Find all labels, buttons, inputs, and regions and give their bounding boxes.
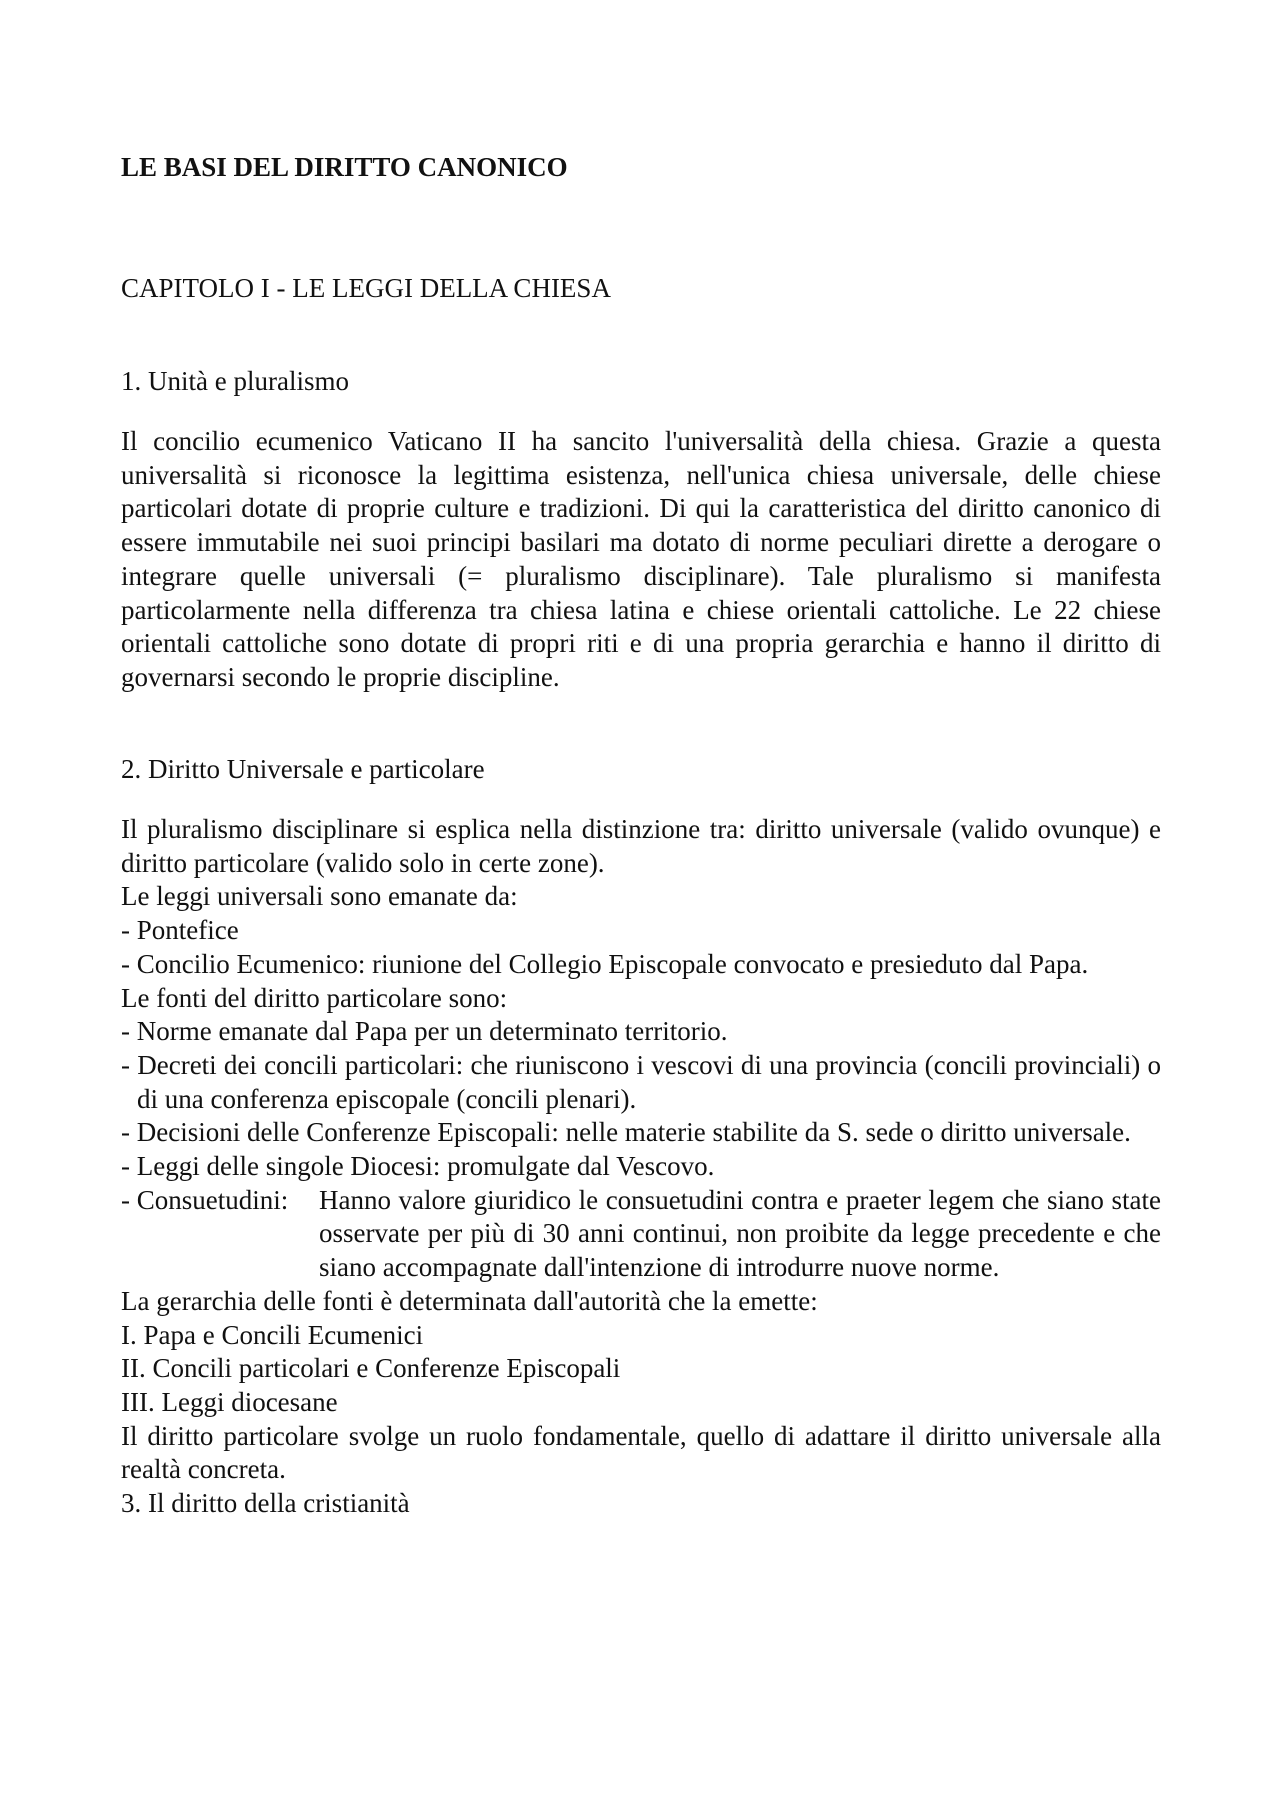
section-3-heading: 3. Il diritto della cristianità (121, 1488, 410, 1519)
list-item-concilio-ecumenico: - Concilio Ecumenico: riunione del Collegio Episcopale convocato e presieduto dal Papa. (121, 948, 1089, 979)
list-item-leggi-diocesi: - Leggi delle singole Diocesi: promulgate dal Vescovo. (121, 1151, 715, 1182)
hierarchy-item-1: I. Papa e Concili Ecumenici (121, 1319, 424, 1350)
list-item-consuetudini (121, 1184, 1161, 1285)
hierarchy-label: La gerarchia delle fonti è determinata dall'autorità che la emette: (121, 1285, 818, 1316)
chapter-title: CAPITOLO I - LE LEGGI DELLA CHIESA (121, 273, 611, 303)
section-2-heading: 2. Diritto Universale e particolare (121, 754, 485, 784)
section-2-closing: Il diritto particolare svolge un ruolo fondamentale, quello di adattare il diritto universale alla realtà concreta. (121, 1420, 1161, 1485)
section-2-body (121, 813, 1161, 1521)
document-title: LE BASI DEL DIRITTO CANONICO (121, 152, 568, 182)
list-item-pontefice: - Pontefice (121, 915, 239, 946)
universal-laws-label: Le leggi universali sono emanate da: (121, 881, 518, 912)
consuetudini-text: Hanno valore giuridico le consuetudini contra e praeter legem che siano state osservate per più di 30 anni continui, non proibite da legge precedente e che siano accompagnate dall'intenzione di introdurre nuove norme. (319, 1184, 1161, 1283)
list-item-conferenze-episcopali: - Decisioni delle Conferenze Episcopali: nelle materie stabilite da S. sede o diritto universale. (121, 1117, 1131, 1148)
list-item-decreti-concili: - Decreti dei concili particolari: che riuniscono i vescovi di una provincia (concili provinciali) o di una conferenza episcopale (concili plenari). (121, 1049, 1161, 1114)
section-2-intro: Il pluralismo disciplinare si esplica nella distinzione tra: diritto universale (valido ovunque) e diritto particolare (valido solo in certe zone). (121, 814, 1161, 878)
section-1-heading: 1. Unità e pluralismo (121, 366, 349, 396)
hierarchy-item-3: III. Leggi diocesane (121, 1386, 338, 1417)
hierarchy-item-2: II. Concili particolari e Conferenze Episcopali (121, 1353, 621, 1384)
consuetudini-label: - Consuetudini: (121, 1184, 289, 1215)
section-1-paragraph: Il concilio ecumenico Vaticano II ha sancito l'universalità della chiesa. Grazie a questa universalità si riconosce la legittima esistenza, nell'unica chiesa universale, delle chiese particolari dotate di proprie culture e tradizioni. Di qui la caratteristica del diritto canonico di essere immutabile nei suoi principi basilari ma dotato di norme peculiari dirette a derogare o integrare quelle universali (= pluralismo disciplinare). Tale pluralismo si manifesta particolarmente nella differenza tra chiesa latina e chiese orientali cattoliche. Le 22 chiese orientali cattoliche sono dotate di propri riti e di una propria gerarchia e hanno il diritto di governarsi secondo le proprie discipline. (121, 426, 1161, 692)
particular-sources-label: Le fonti del diritto particolare sono: (121, 982, 508, 1013)
list-item-norme-papa: - Norme emanate dal Papa per un determinato territorio. (121, 1016, 728, 1047)
